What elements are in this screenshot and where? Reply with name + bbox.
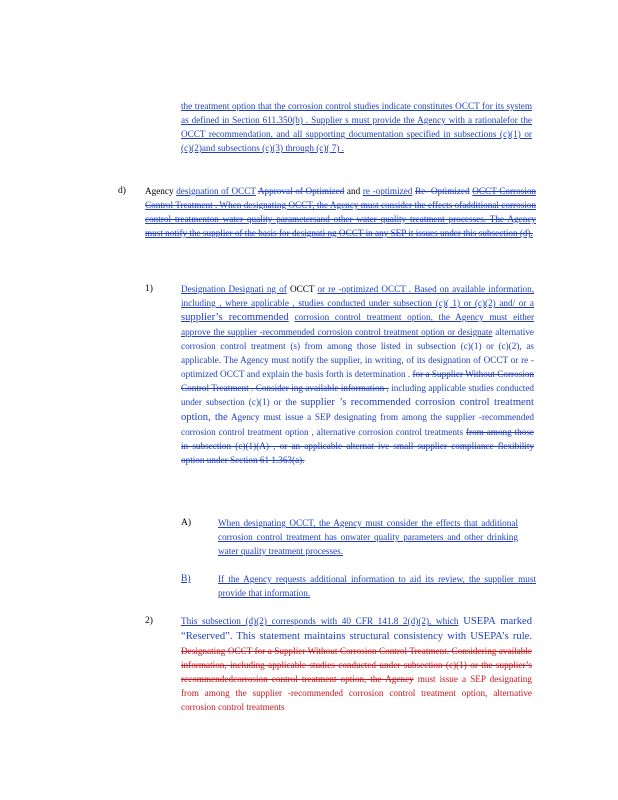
item-1-text-e: Agency must issue a SEP designating from among the supplier -recommended corrosion control treatment option , alternative corrosion control treatments	[181, 412, 534, 437]
item-a-label: A)	[181, 517, 192, 528]
item-b-paragraph: If the Agency requests additional information to aid its review, the supplier must provide that information.	[218, 574, 536, 598]
item-2-text-a: This subsection (d)(2) corresponds with 40 CFR 141.8 2(d)(2), which	[181, 616, 459, 626]
item-2-text-b: must issue a SEP designating from among the supplier -recommended corrosion control treatment option, alternative corrosion control treatments	[181, 674, 532, 712]
occt-word: OCCT	[289, 284, 315, 294]
item-1-deleted-2: from among those in subsection (c)(1)(A) , or an applicable alternat ive small supplier compliance flexibility option under Section 61 1.363(a).	[181, 427, 535, 465]
item-1-label: 1)	[145, 283, 153, 294]
section-d-label: d)	[118, 185, 126, 196]
inserted-designation: designation of OCCT	[176, 186, 256, 196]
intro-paragraph: the treatment option that the corrosion control studies indicate constitutes OCCT for its system as defined in Section 611.350(b) . Supplier s must provide the Agency with a rationalefor the OCCT recommendation, and all supporting documentation specified in subsections (c)(1) or (c)(2)and subsections (c)(3) through (c)( 7) .	[181, 101, 532, 153]
item-1-paragraph	[181, 282, 534, 467]
item-2-big: USEPA marked “Reserved”. This statement maintains structural consistency with USEPA’s rule.	[181, 616, 532, 642]
item-1-text-d: including applicable studies conducted under subsection (c)(1) or the	[181, 383, 534, 407]
item-1-big-1: supplier’s recommended	[181, 312, 289, 323]
deleted-approval: Approval of Optimized	[257, 186, 345, 196]
deleted-d-body: OCCT Corrosion Control Treatment . When designating OCCT, the Agency must consider the effects ofadditional corrosion control treatmenton water quality parametersand other water quality treatment processes. The Agency must notify the supplier of the basis for designati ng OCCT in any SEP it issues under this subsection (d).	[145, 186, 537, 238]
deleted-re-optimized: Re- Optimized	[415, 186, 470, 196]
item-1-big-2: supplier ’s recommended corrosion control treatment option, the	[181, 397, 534, 423]
item-2-deleted: Designating OCCT for a Supplier Without Corrosion Control Treatment. Considering available information, including applicable studies conducted under subsection (c)(1) or the supplier’s recommendedcorrosion control treatment option, the Agency	[181, 646, 532, 684]
item-2-paragraph	[181, 614, 532, 714]
section-d-paragraph	[145, 184, 536, 240]
agency-word: Agency	[145, 186, 174, 196]
item-1-text-c: alternative corrosion control treatment (s) from among those listed in subsection (c)(1) or (c)(2), as applicable. The Agency must notify the supplier, in writing, of its designation of OCCT or re -optimized OCCT and explain the basis forth is determination .	[181, 327, 534, 379]
item-a-paragraph: When designating OCCT, the Agency must consider the effects that additional corrosion control treatment has onwater quality parameters and other drinking water quality treatment processes.	[218, 518, 518, 556]
item-2-label: 2)	[145, 615, 153, 626]
item-1-text-a: or re -optimized OCCT . Based on available information, including , where applicable , studies conducted under subsection (c)( 1) or (c)(2) and/ or a	[181, 284, 535, 308]
item-b-label: B)	[181, 573, 191, 584]
item-1-deleted-1: for a Supplier Without Corrosion Control Treatment . Consider ing available information ,	[181, 369, 535, 393]
item-1-text-b: corrosion control treatment option, the Agency must either approve the supplier -recommended corrosion control treatment option or designate	[181, 312, 535, 337]
and-word: and	[346, 186, 361, 196]
inserted-reoptimized: re -optimized	[362, 186, 413, 196]
item-1-heading: Designation Designati ng of	[181, 284, 287, 294]
